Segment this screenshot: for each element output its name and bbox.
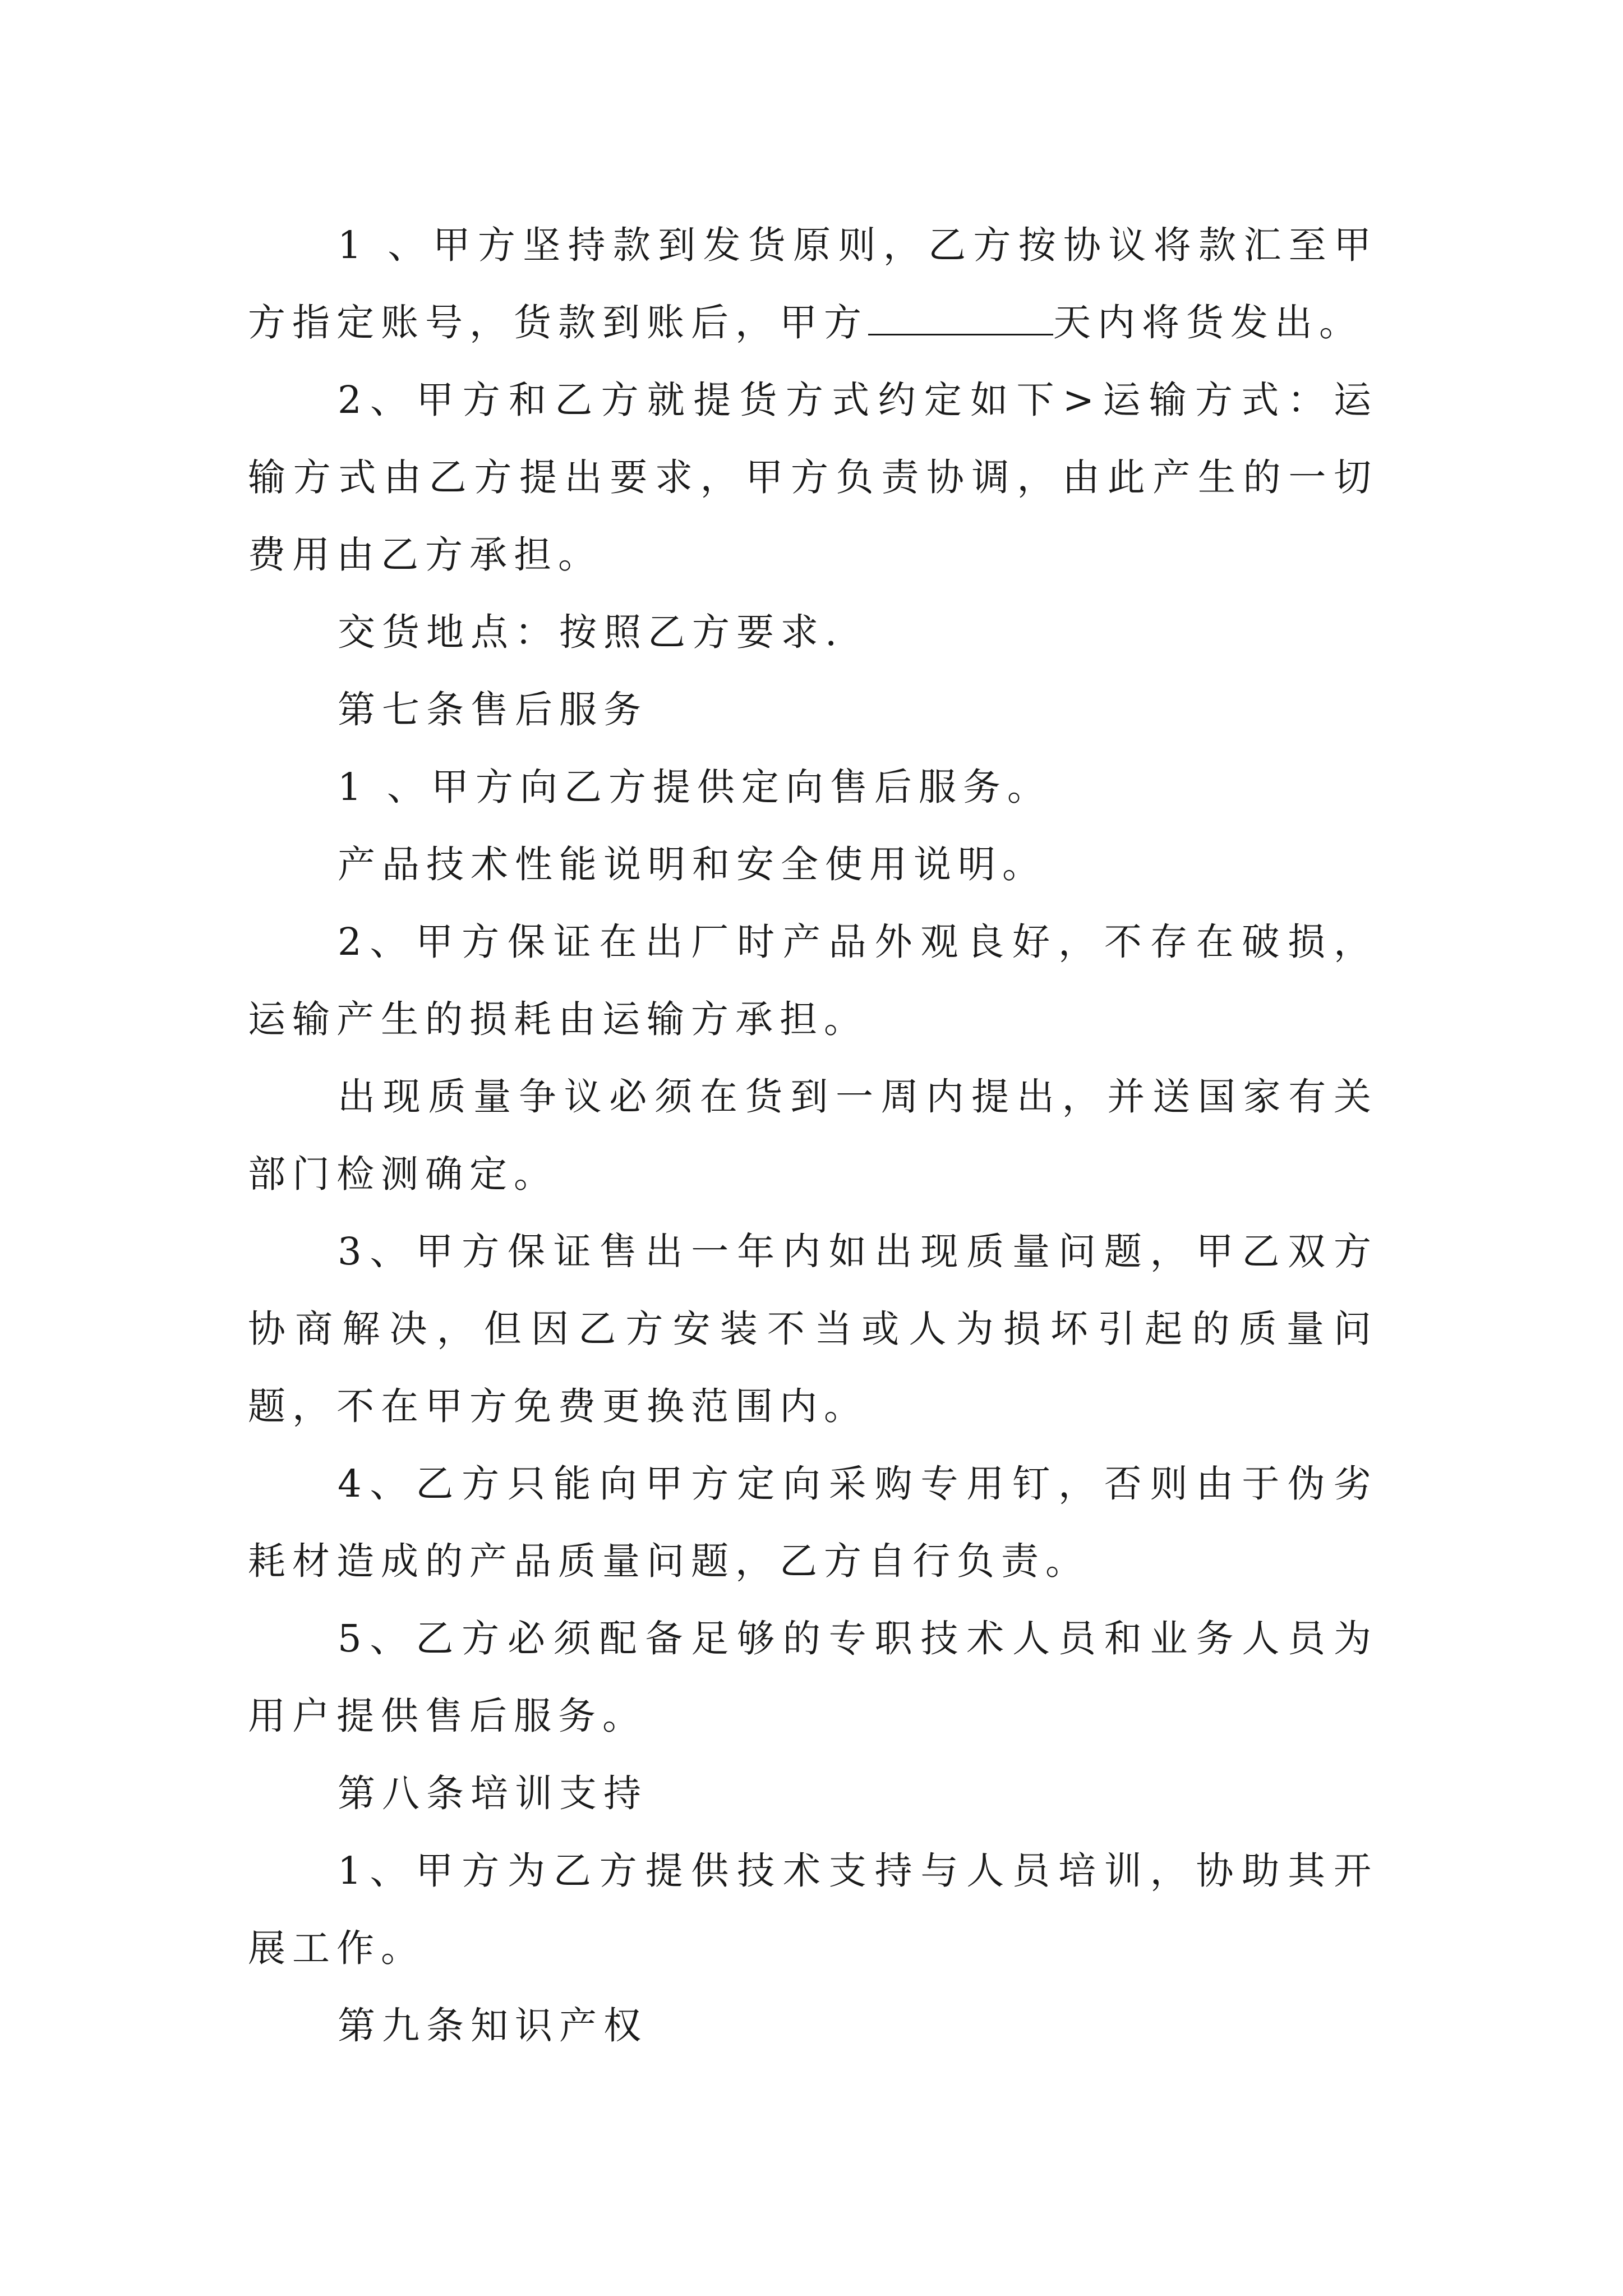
paragraph-training-1: 1、甲方为乙方提供技术支持与人员培训，协助其开展工作。 — [248, 1849, 1378, 1970]
section-heading-article-9: 第九条知识产权 — [338, 2004, 648, 2047]
section-heading-article-8: 第八条培训支持 — [338, 1772, 648, 1815]
paragraph-text: 1 、甲方坚持款到发货原则，乙方按协议将款汇至甲方指定账号，货款到账后，甲方 — [248, 223, 1378, 344]
paragraph-after-sales-1: 1 、甲方向乙方提供定向售后服务。 — [338, 765, 1052, 809]
fill-in-blank — [868, 300, 1053, 335]
paragraph-delivery-method: 2、甲方和乙方就提货方式约定如下>运输方式：运输方式由乙方提出要求，甲方负责协调，由此产生的一切费用由乙方承担。 — [248, 378, 1378, 577]
section-heading-article-7: 第七条售后服务 — [338, 688, 648, 731]
paragraph-product-manual: 产品技术性能说明和安全使用说明。 — [338, 843, 1046, 886]
paragraph-after-sales-2: 2、甲方保证在出厂时产品外观良好，不存在破损，运输产生的损耗由运输方承担。 — [248, 920, 1378, 1041]
paragraph-quality-dispute: 出现质量争议必须在货到一周内提出，并送国家有关部门检测确定。 — [248, 1075, 1378, 1196]
paragraph-text: 天内将货发出。 — [1053, 301, 1363, 344]
document-body — [248, 206, 1378, 2064]
paragraph-after-sales-5: 5、乙方必须配备足够的专职技术人员和业务人员为用户提供售后服务。 — [248, 1617, 1378, 1738]
paragraph-after-sales-4: 4、乙方只能向甲方定向采购专用钉，否则由于伪劣耗材造成的产品质量问题，乙方自行负责。 — [248, 1462, 1378, 1583]
paragraph-after-sales-3: 3、甲方保证售出一年内如出现质量问题，甲乙双方协商解决，但因乙方安装不当或人为损坏引起的质量问题，不在甲方免费更换范围内。 — [248, 1230, 1378, 1428]
paragraph-payment-terms — [248, 206, 1378, 361]
paragraph-delivery-location: 交货地点：按照乙方要求. — [338, 610, 844, 654]
